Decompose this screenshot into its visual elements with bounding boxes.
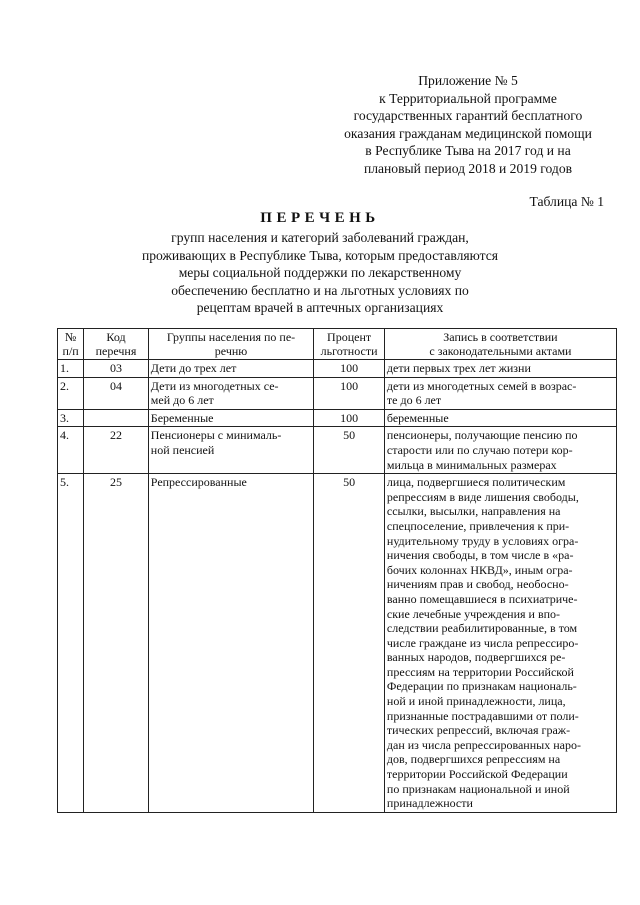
header-group: Группы населения по пе- речню <box>148 329 313 360</box>
row-record-line: числе граждане из числа репрессиро- <box>386 635 579 650</box>
appendix-line: к Территориальной программе <box>379 90 557 106</box>
header-record: Запись в соответствии с законодательными актами <box>384 329 616 360</box>
row-code <box>84 409 149 427</box>
row-record-line: спецпоселение, привлечения к при- <box>386 518 570 533</box>
appendix-line: государственных гарантий бесплатного <box>353 108 583 124</box>
row-record-line: дан из числа репрессированных наро- <box>386 737 581 752</box>
row-group <box>148 377 313 409</box>
row-record-line: тических репрессий, включая граж- <box>386 723 571 738</box>
row-record-line: ские лечебные учреждения и впо- <box>386 606 561 621</box>
header-number: № п/п <box>58 329 84 360</box>
row-group <box>148 409 313 427</box>
row-group <box>148 474 313 813</box>
row-record <box>384 474 616 813</box>
row-group-line: Дети из многодетных се- <box>150 378 279 393</box>
subtitle-line: обеспечению бесплатно и на льготных условиях по <box>171 282 469 298</box>
row-record-line: ванных народов, подвергшихся ре- <box>386 650 566 665</box>
row-code: 03 <box>84 360 149 378</box>
row-code: 25 <box>84 474 149 813</box>
row-record-line: ссылки, высылки, направления на <box>386 504 561 519</box>
subtitle-line: проживающих в Республике Тыва, которым предоставляются <box>141 247 499 263</box>
row-code: 04 <box>84 377 149 409</box>
row-group <box>148 427 313 474</box>
row-record-line: по признакам национальной и иной <box>386 781 570 796</box>
row-record-line: дети из многодетных семей в возрас- <box>386 378 577 393</box>
row-group-line: Репрессированные <box>150 475 247 490</box>
table-row <box>58 474 617 813</box>
row-group-line: ной пенсией <box>150 442 215 457</box>
subtitle-line: групп населения и категорий заболеваний граждан, <box>171 230 469 245</box>
subtitle-line: меры социальной поддержки по лекарственному <box>178 265 462 281</box>
row-record-line: принадлежности <box>386 796 473 811</box>
row-record-line: пенсионеры, получающие пенсию по <box>386 428 578 443</box>
row-record <box>384 360 616 378</box>
row-group-line: Дети до трех лет <box>150 361 237 375</box>
row-record-line: ничения свободы, в том числе в «ра- <box>386 548 574 563</box>
row-record-line: те до 6 лет <box>386 393 442 408</box>
row-record <box>384 409 616 427</box>
row-group <box>148 360 313 378</box>
row-record-line: лица, подвергшиеся политическим <box>386 475 566 490</box>
row-record-line: нудительному труду в условиях огра- <box>386 533 579 548</box>
row-percent: 100 <box>314 360 385 378</box>
appendix-line: оказания гражданам медицинской помощи <box>344 125 592 141</box>
document-title: ПЕРЕЧЕНЬ <box>260 210 380 226</box>
row-record-line: признанные пострадавшими от поли- <box>386 708 579 723</box>
document-subtitle <box>110 229 530 317</box>
row-number: 4. <box>58 427 84 474</box>
subtitle-line: рецептам врачей в аптечных организациях <box>196 300 444 316</box>
table-header-row <box>58 329 617 360</box>
row-record <box>384 427 616 474</box>
row-record-line: беременные <box>386 410 449 425</box>
row-percent: 50 <box>314 427 385 474</box>
row-record-line: репрессиям в виде лишения свободы, <box>386 489 579 504</box>
row-record-line: следствии реабилитированные, в том <box>386 621 578 636</box>
row-record-line: прессиям на территории Российской <box>386 664 574 679</box>
benefits-table <box>57 328 617 813</box>
header-percent: Процент льготности <box>314 329 385 360</box>
row-record-line: бочих колоннах НКВД», иным огра- <box>386 562 573 577</box>
row-record-line: дов, подвергшихся репрессиям на <box>386 752 561 767</box>
row-record-line: Федерации по признакам националь- <box>386 679 577 694</box>
row-group-line: Пенсионеры с минималь- <box>150 428 282 443</box>
row-record-line: мильца в минимальных размерах <box>386 457 557 472</box>
row-percent: 100 <box>314 377 385 409</box>
row-record-line: ничениям прав и свобод, необосно- <box>386 577 569 592</box>
row-number: 2. <box>58 377 84 409</box>
table-label: Таблица № 1 <box>529 194 604 209</box>
row-percent: 100 <box>314 409 385 427</box>
row-record-line: дети первых трех лет жизни <box>386 361 531 375</box>
table-row <box>58 360 617 378</box>
header-code: Код перечня <box>84 329 149 360</box>
row-record-line: старости или по случаю потери кор- <box>386 442 573 457</box>
row-group-line: Беременные <box>150 410 214 425</box>
row-number: 1. <box>58 360 84 378</box>
row-code: 22 <box>84 427 149 474</box>
appendix-line: в Республике Тыва на 2017 год и на <box>365 143 571 159</box>
row-number: 3. <box>58 409 84 427</box>
row-number: 5. <box>58 474 84 813</box>
row-record <box>384 377 616 409</box>
appendix-line: плановый период 2018 и 2019 годов <box>363 160 573 176</box>
appendix-line: Приложение № 5 <box>418 73 518 88</box>
table-row <box>58 377 617 409</box>
row-percent: 50 <box>314 474 385 813</box>
table-row <box>58 427 617 474</box>
row-record-line: территории Российской Федерации <box>386 767 568 782</box>
row-group-line: мей до 6 лет <box>150 393 214 408</box>
row-record-line: ванно помещавшиеся в психиатриче- <box>386 591 578 606</box>
appendix-heading <box>318 72 618 178</box>
row-record-line: ной и иной принадлежности, лица, <box>386 694 566 709</box>
table-row <box>58 409 617 427</box>
